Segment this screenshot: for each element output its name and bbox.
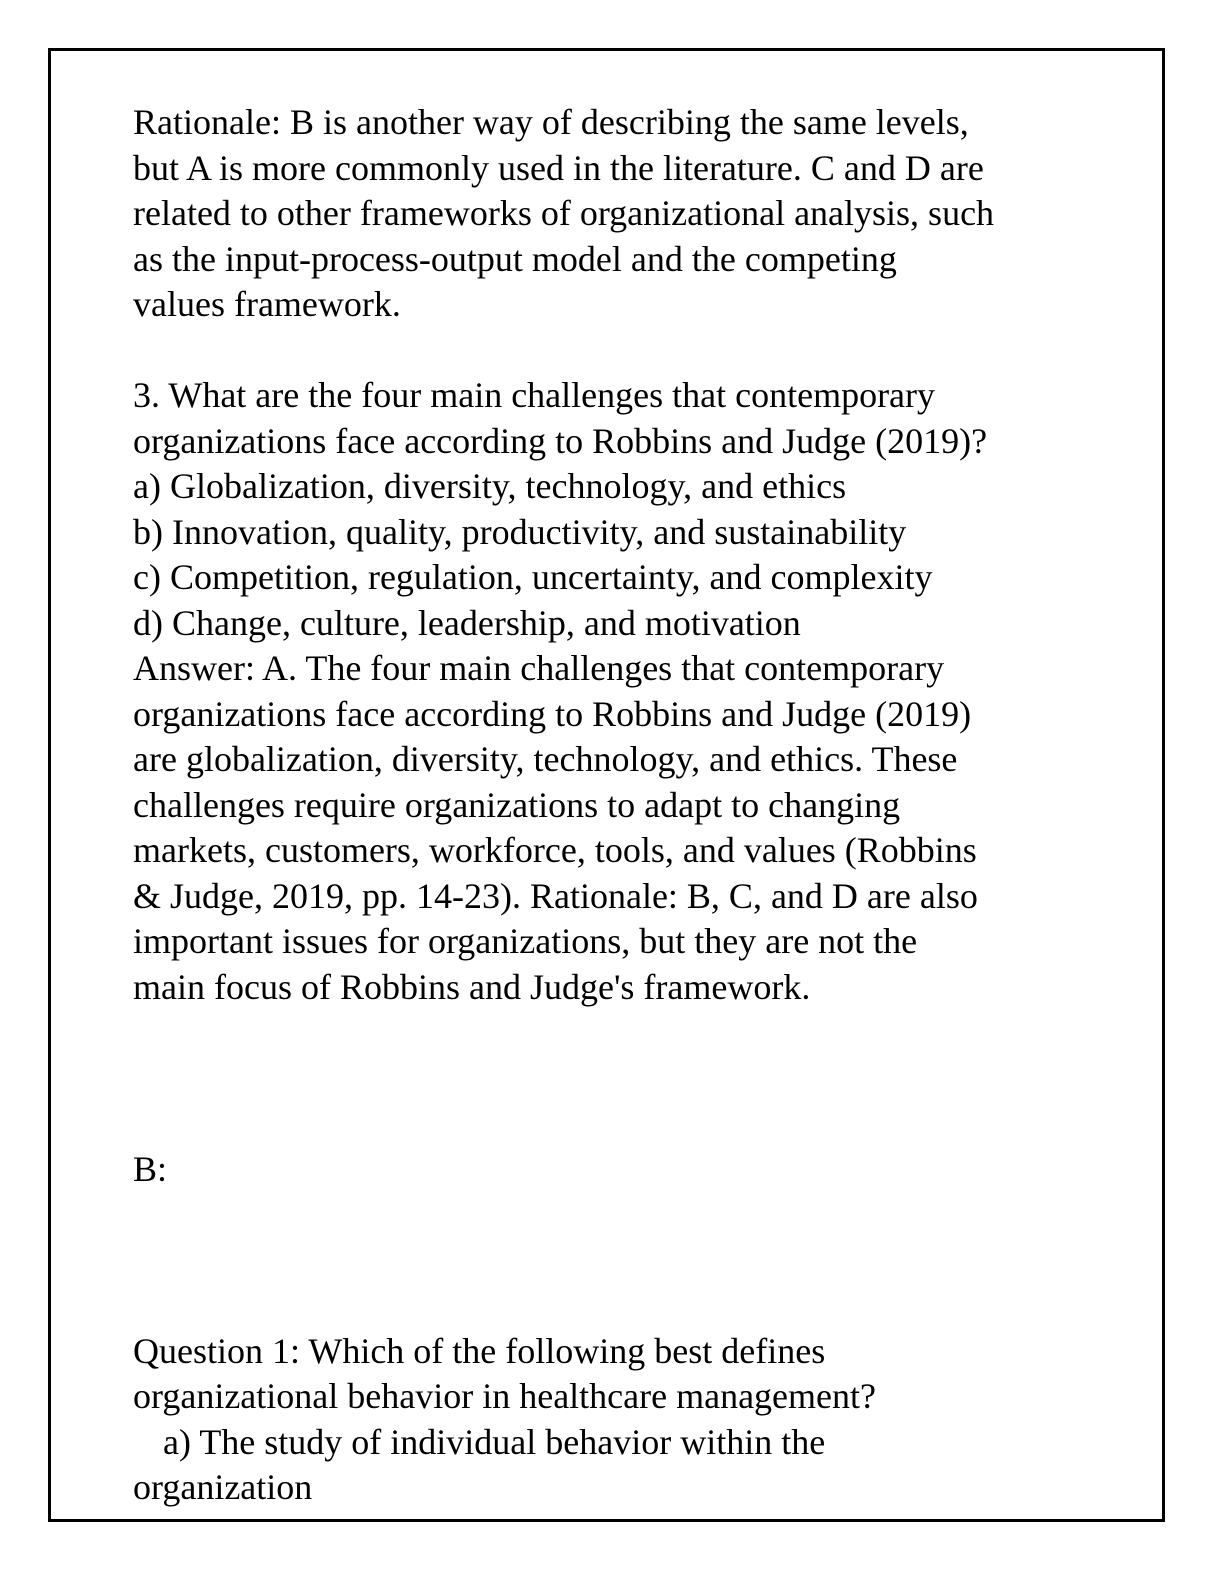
question-stem-line: 3. What are the four main challenges that contemporary <box>133 375 936 415</box>
option-a-continuation: organization <box>133 1467 313 1507</box>
rationale-line: related to other frameworks of organizational analysis, such <box>133 193 995 233</box>
answer-line: markets, customers, workforce, tools, and values (Robbins <box>133 830 977 870</box>
question-3 <box>133 373 1133 1010</box>
question-stem-line: organizational behavior in healthcare management? <box>133 1376 876 1416</box>
answer-line: challenges require organizations to adapt to changing <box>133 784 901 825</box>
answer-line: main focus of Robbins and Judge's framework. <box>133 966 811 1007</box>
question-stem-line: organizations face according to Robbins and Judge (2019)? <box>133 420 988 461</box>
section-spacer <box>133 1192 1133 1329</box>
rationale-line: as the input-process-output model and the competing <box>133 238 897 279</box>
rationale-line: but A is more commonly used in the literature. C and D are <box>133 147 984 188</box>
option-d: d) Change, culture, leadership, and motivation <box>133 602 801 643</box>
answer-line: Answer: A. The four main challenges that contemporary <box>133 648 945 688</box>
answer-line: are globalization, diversity, technology, and ethics. These <box>133 739 958 779</box>
answer-line: organizations face according to Robbins and Judge (2019) <box>133 693 972 734</box>
section-spacer <box>133 1010 1133 1147</box>
rationale-paragraph <box>133 100 1133 328</box>
section-b-label: B: <box>133 1148 168 1189</box>
option-a: a) The study of individual behavior within the <box>163 1421 826 1462</box>
question-stem-line: Question 1: Which of the following best defines <box>133 1330 826 1371</box>
option-b: b) Innovation, quality, productivity, and sustainability <box>133 511 907 552</box>
document-body <box>133 100 1133 1511</box>
paragraph-spacer <box>133 328 1133 374</box>
question-1 <box>133 1329 1133 1511</box>
option-c: c) Competition, regulation, uncertainty, and complexity <box>133 557 933 597</box>
rationale-line: values framework. <box>133 284 401 324</box>
answer-line: important issues for organizations, but they are not the <box>133 921 918 961</box>
option-a: a) Globalization, diversity, technology, and ethics <box>133 466 847 506</box>
rationale-line: Rationale: B is another way of describing the same levels, <box>133 102 969 142</box>
answer-line: & Judge, 2019, pp. 14-23). Rationale: B, C, and D are also <box>133 875 978 916</box>
